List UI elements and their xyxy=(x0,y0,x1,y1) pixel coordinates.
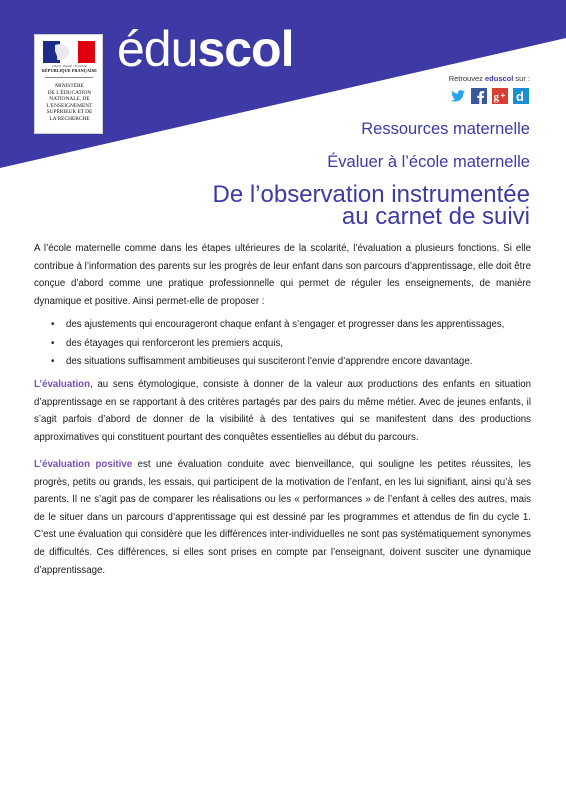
facebook-icon[interactable] xyxy=(471,88,487,104)
document-title xyxy=(212,181,531,230)
list-item: • des situations suffisamment ambitieuses qui susciteront l’envie d’apprendre encore davantage. xyxy=(34,353,531,372)
section-heading: Ressources maternelle xyxy=(361,120,530,138)
list-item: • des ajustements qui encourageront chaque enfant à s’engager et progresser dans les apprentissages, xyxy=(34,316,531,335)
ministry-logo xyxy=(34,34,103,134)
brand-part-scol: scol xyxy=(197,21,294,77)
svg-text:g: g xyxy=(493,91,499,103)
evaluation-paragraph: L’évaluation, au sens étymologique, consiste à donner de la valeur aux productions des enfants en situation d’apprentissage en se rapportant à des critères partagés par des pairs du même métier. Avec de jeunes enfants, il s’agit parfois d’abord de donner de la visibilité à des tentatives qui se manifestent dans des productions approximatives qui constituent pourtant des conquêtes essentielles au début du parcours. xyxy=(34,379,531,443)
svg-text:d: d xyxy=(516,89,524,104)
intro-paragraph: A l’école maternelle comme dans les étapes ultérieures de la scolarité, l’évaluation a plusieurs fonctions. Si elle contribue à l’information des parents sur les progrès de leur enfant dans son parcours d’apprentissage, elle doit être conçue d’abord comme une pratique professionnelle qui permet de réguler les enseignements, de manière dynamique et positive. Ainsi permet-elle de proposer : xyxy=(34,243,531,307)
keyword-evaluation: L’évaluation xyxy=(34,379,90,390)
social-links xyxy=(450,88,532,106)
proposals-list xyxy=(34,316,531,372)
logo-motto: Liberté • Égalité • Fraternité xyxy=(52,64,87,68)
title-line-1: De l’observation instrumentée xyxy=(212,181,530,208)
follow-brand: eduscol xyxy=(484,74,514,83)
marianne-flag-icon xyxy=(43,41,95,63)
dailymotion-icon[interactable] xyxy=(513,88,529,104)
twitter-icon[interactable] xyxy=(450,88,466,104)
svg-text:+: + xyxy=(500,91,506,100)
positive-evaluation-paragraph: L’évaluation positive est une évaluation conduite avec bienveillance, qui souligne les petites réussites, les progrès, petits ou grands, les essais, qui participent de la motivation de l’enfant, en les lui signifiant, ainsi qu’à ses parents. Il ne s’agit pas de comparer les réalisations ou les « performances » de l’enfant à celles des autres, mais de le situer dans un parcours d’apprentissage qui est dessiné par les programmes et attendus de fin du cycle 1. C’est une évaluation qui considère que les différences inter-individuelles ne sont pas systématiquement synonymes de difficultés. Ces différences, si elles sont prises en compte par l’enseignant, doivent susciter une dynamique d’apprentissage. xyxy=(34,459,531,576)
eduscol-logo xyxy=(117,18,294,80)
subsection-heading: Évaluer à l’école maternelle xyxy=(327,153,530,171)
keyword-positive-evaluation: L’évaluation positive xyxy=(34,459,133,470)
logo-divider xyxy=(45,77,93,78)
brand-part-edu: édu xyxy=(117,21,198,77)
logo-ministry-name: MINISTÈRE DE L'ÉDUCATION NATIONALE, DE L'ENSEIGNEMENT SUPÉRIEUR ET DE LA RECHERCHE xyxy=(46,83,93,122)
follow-us-text: Retrouvez eduscol sur : xyxy=(448,74,530,83)
logo-republic: RÉPUBLIQUE FRANÇAISE xyxy=(41,68,98,73)
list-item: • des étayages qui renforceront les premiers acquis, xyxy=(34,335,531,354)
google-plus-icon[interactable] xyxy=(492,88,508,104)
title-line-2: au carnet de suivi xyxy=(341,203,530,230)
